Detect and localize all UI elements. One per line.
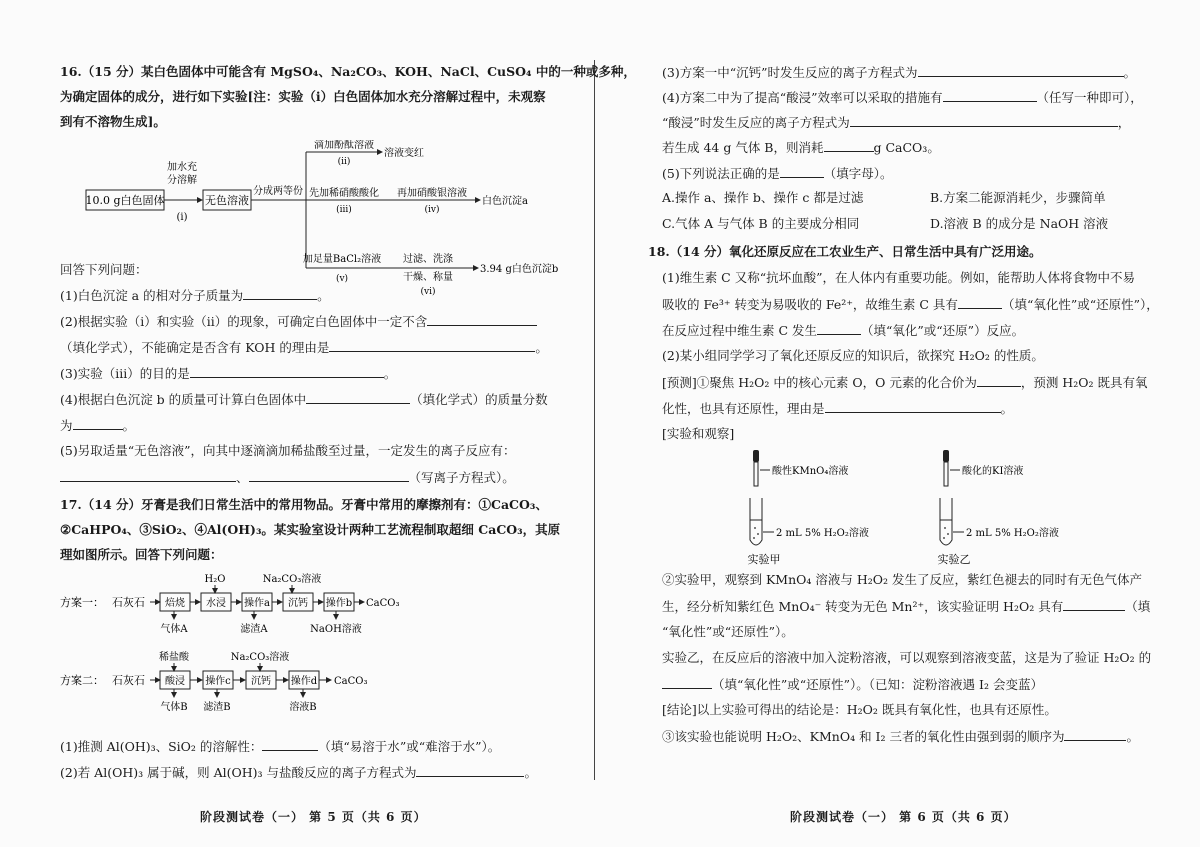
process-box-label: 沉钙 (251, 676, 271, 687)
answer-blank[interactable] (249, 469, 409, 482)
answer-blank[interactable] (780, 165, 824, 178)
q18-p1a: (1)维生素 C 又称“抗坏血酸”，在人体内有重要功能。例如，能帮助人体将食物中不易 (662, 270, 1135, 285)
q17-r3: (3)方案一中“沉钙”时发生反应的离子方程式为 。 (662, 65, 1137, 80)
flow-branch-vi-label: (vi) (420, 287, 436, 297)
process-box-label: 沉钙 (288, 598, 308, 609)
expB-reagent: 酸化的KI溶液 (962, 466, 1024, 477)
q17-line1: 17.（14 分）牙膏是我们日常生活中的常用物品。牙膏中常用的摩擦剂有：①CaCO₃、 (60, 497, 548, 512)
process-box-label: 酸浸 (165, 676, 185, 687)
q17-line3: 理如图所示。回答下列问题： (60, 547, 223, 562)
q18-q3: ③该实验也能说明 H₂O₂、KMnO₄ 和 I₂ 三者的氧化性由强到弱的顺序为 。 (662, 729, 1139, 744)
answer-blank[interactable] (850, 114, 1118, 127)
flow-branch-iii-reagent: 先加稀硝酸酸化 (309, 188, 379, 199)
q16-line2: 为确定固体的成分，进行如下实验[注：实验（ⅰ）白色固体加水充分溶解过程中，未观察 (60, 89, 546, 104)
flow-branch-v-reagent: 加足量BaCl₂溶液 (302, 254, 382, 265)
plan1-out-naoh: NaOH溶液 (310, 624, 362, 635)
test-tube-b-icon (940, 450, 952, 545)
flow-branch-vi-result: 3.94 g白色沉淀b (480, 264, 559, 275)
q18-p2: (2)某小组同学学习了氧化还原反应的知识后，欲探究 H₂O₂ 的性质。 (662, 348, 1044, 363)
answer-blank[interactable] (427, 313, 537, 326)
q18-obs-e: （填“氧化性”或“还原性”）。（已知：淀粉溶液遇 I₂ 会变蓝） (662, 676, 1043, 693)
answer-blank[interactable] (329, 339, 535, 352)
q17-r5: (5)下列说法正确的是 （填字母）。 (662, 166, 893, 181)
q16-p4b: 为 。 (60, 418, 136, 433)
process-box-label: 焙烧 (165, 598, 185, 609)
q16-p3: (3)实验（ⅲ）的目的是 。 (60, 366, 397, 381)
q16-p1: (1)白色沉淀 a 的相对分子质量为 。 (60, 288, 330, 303)
answer-blank[interactable] (918, 64, 1124, 77)
q18-p1c: 在反应过程中维生素 C 发生 （填“氧化”或“还原”）反应。 (662, 323, 1025, 338)
answer-blank[interactable] (416, 764, 524, 777)
plan1-top-na2co3: Na₂CO₃溶液 (262, 574, 322, 585)
expA-reagent: 酸性KMnO₄溶液 (772, 466, 849, 477)
answer-blank[interactable] (817, 322, 861, 335)
plan2-out-solution: 溶液B (289, 702, 317, 713)
test-tube-a-icon (750, 450, 762, 545)
q18-obs-c: “氧化性”或“还原性”）。 (662, 624, 794, 639)
q16-p2a: (2)根据实验（ⅰ）和实验（ⅱ）的现象，可确定白色固体中一定不含 (60, 313, 537, 330)
answer-blank[interactable] (824, 139, 874, 152)
flow-branch-vi-2: 干燥、称量 (403, 272, 453, 283)
answer-blank[interactable] (1063, 598, 1125, 611)
plan1-out-residue: 滤渣A (240, 624, 268, 635)
process-box-label: 操作b (325, 598, 353, 609)
q17-flowchart (60, 568, 560, 738)
flow-branch-iv-reagent: 再加硝酸银溶液 (397, 188, 467, 199)
flow-branch-iii-label: (iii) (336, 205, 352, 215)
plan2-out-gas: 气体B (160, 702, 188, 713)
plan2-product: CaCO₃ (334, 676, 368, 687)
q18-obs-b: 生，经分析知紫红色 MnO₄⁻ 转变为无色 Mn²⁺，该实验证明 H₂O₂ 具有 （填 (662, 599, 1151, 614)
plan1-label: 方案一： (60, 596, 104, 609)
plan1-out-gas: 气体A (160, 624, 188, 635)
page-divider (594, 60, 595, 780)
q18-conclusion: [结论]以上实验可得出的结论是：H₂O₂ 既具有氧化性，也具有还原性。 (662, 702, 1057, 717)
q16-flowchart (82, 140, 560, 310)
answer-blank[interactable] (977, 374, 1021, 387)
expA-name: 实验甲 (747, 553, 781, 566)
flow-branch-ii-reagent: 滴加酚酞溶液 (314, 140, 374, 151)
q18-p1b: 吸收的 Fe³⁺ 转变为易吸收的 Fe²⁺，故维生素 C 具有 （填“氧化性”或“还原性”）， (662, 297, 1159, 312)
answer-blank[interactable] (306, 391, 410, 404)
q18-obs-d: 实验乙，在反应后的溶液中加入淀粉溶液，可以观察到溶液变蓝，这是为了验证 H₂O₂ 的 (662, 650, 1152, 665)
process-box-label: 操作d (290, 676, 318, 687)
footer-left: 阶段测试卷（一） 第 5 页（共 6 页） (200, 810, 427, 824)
answer-blank[interactable] (825, 400, 1001, 413)
q17-option-c: C.气体 A 与气体 B 的主要成分相同 (662, 216, 860, 231)
flow-branch-ii-result: 溶液变红 (384, 148, 424, 159)
q16-p4a: (4)根据白色沉淀 b 的质量可计算白色固体中 （填化学式）的质量分数 (60, 392, 548, 407)
flow-solution: 无色溶液 (205, 194, 249, 207)
q17-r4c: 若生成 44 g 气体 B，则消耗 g CaCO₃。 (662, 140, 940, 155)
q16-p5b: 、 （写离子方程式）。 (60, 469, 515, 486)
answer-blank[interactable] (943, 89, 1037, 102)
q16-p5a: (5)另取适量“无色溶液”，向其中逐滴滴加稀盐酸至过量，一定发生的离子反应有： (60, 443, 516, 458)
answer-blank[interactable] (662, 676, 712, 689)
plan1-top-water: H₂O (204, 574, 226, 585)
answer-blank[interactable] (958, 296, 1002, 309)
flow-branch-iv-result: 白色沉淀a (482, 196, 528, 207)
q18-pred-a: [预测]①聚焦 H₂O₂ 中的核心元素 O，O 元素的化合价为 ，预测 H₂O₂ 既具有氧 (662, 375, 1148, 390)
plan2-top-hcl: 稀盐酸 (159, 652, 189, 663)
plan1-start: 石灰石 (112, 596, 145, 609)
q17-p2: (2)若 Al(OH)₃ 属于碱，则 Al(OH)₃ 与盐酸反应的离子方程式为 。 (60, 765, 537, 780)
expA-liquid: 2 mL 5% H₂O₂溶液 (776, 528, 869, 539)
q17-line2: ②CaHPO₄、③SiO₂、④Al(OH)₃。某实验室设计两种工艺流程制取超细 CaCO₃，其原 (60, 522, 561, 537)
answer-blank[interactable] (60, 469, 236, 482)
answer-blank[interactable] (190, 365, 384, 378)
flow-branch-v-label: (v) (335, 274, 349, 284)
plan2-out-residue: 滤渣B (203, 702, 231, 713)
q17-option-a: A.操作 a、操作 b、操作 c 都是过滤 (662, 190, 864, 205)
flow-step-i-top2: 分溶解 (167, 175, 197, 186)
q16-p2b: （填化学式），不能确定是否含有 KOH 的理由是 。 (60, 340, 548, 355)
expB-liquid: 2 mL 5% H₂O₂溶液 (966, 528, 1059, 539)
process-box-label: 水浸 (206, 598, 226, 609)
q17-r4a: (4)方案二中为了提高“酸浸”效率可以采取的措施有 （任写一种即可）， (662, 90, 1143, 105)
flow-branch-vi-1: 过滤、洗涤 (403, 254, 453, 265)
footer-right: 阶段测试卷（一） 第 6 页（共 6 页） (790, 810, 1017, 824)
plan2-start: 石灰石 (112, 674, 145, 687)
plan1-product: CaCO₃ (366, 598, 400, 609)
process-box-label: 操作a (244, 598, 270, 609)
q18-line1: 18.（14 分）氧化还原反应在工农业生产、日常生活中具有广泛用途。 (648, 244, 1042, 259)
q18-experiment-figure (722, 448, 1062, 566)
q18-pred-b: 化性，也具有还原性，理由是 。 (662, 401, 1014, 416)
flow-branch-iv-label: (iv) (424, 205, 440, 215)
answer-blank[interactable] (73, 417, 123, 430)
expB-name: 实验乙 (937, 553, 971, 566)
q18-obs-a: ②实验甲，观察到 KMnO₄ 溶液与 H₂O₂ 发生了反应，紫红色褪去的同时有无色气体产 (662, 572, 1143, 587)
flow-branch-ii-label: (ii) (337, 157, 351, 167)
flow-step-i-top1: 加水充 (167, 162, 197, 173)
flow-start: 10.0 g白色固体 (85, 194, 165, 207)
plan2-top-na2co3: Na₂CO₃溶液 (230, 652, 290, 663)
q17-option-b: B.方案二能源消耗少，步骤简单 (930, 190, 1106, 205)
process-box-label: 操作c (205, 676, 231, 687)
q18-exp-title: [实验和观察] (662, 426, 735, 441)
answer-blank[interactable] (243, 287, 317, 300)
answer-blank[interactable] (1064, 728, 1126, 741)
plan2-label: 方案二： (60, 674, 104, 687)
flow-step-i: (i) (176, 212, 188, 223)
flow-split: 分成两等份 (253, 186, 303, 197)
q17-r4b: “酸浸”时发生反应的离子方程式为 ， (662, 115, 1131, 130)
q17-option-d: D.溶液 B 的成分是 NaOH 溶液 (930, 216, 1109, 231)
q16-line1: 16.（15 分）某白色固体中可能含有 MgSO₄、Na₂CO₃、KOH、NaCl、CuSO₄ 中的一种或多种， (60, 64, 636, 79)
q17-p1: (1)推测 Al(OH)₃、SiO₂ 的溶解性： （填“易溶于水”或“难溶于水”）。 (60, 739, 501, 754)
q16-line3: 到有不溶物生成]。 (60, 114, 166, 129)
answer-blank[interactable] (262, 738, 318, 751)
q16-answer-intro: 回答下列问题： (60, 262, 148, 277)
